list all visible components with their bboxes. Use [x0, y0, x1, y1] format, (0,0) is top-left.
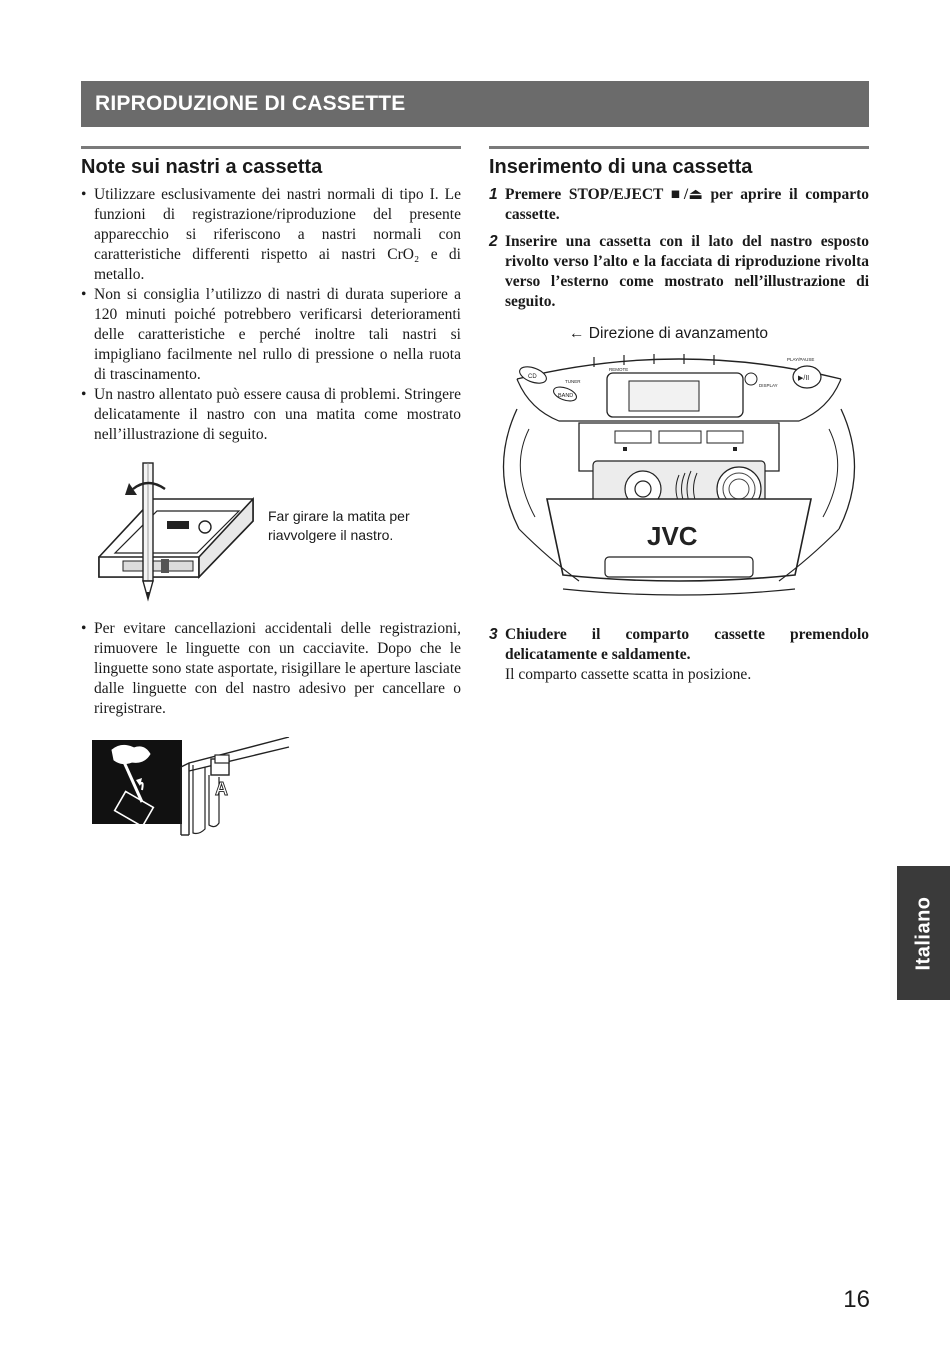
list-item: • Un nastro allentato può essere causa di problemi. Stringere delicatamente il nastro con una matita come mostrato nell’illustrazione di seguito.	[81, 385, 461, 445]
tab-letter: A	[215, 779, 228, 799]
left-column	[81, 146, 461, 837]
list-item: • Per evitare cancellazioni accidentali delle registrazioni, rimuovere le linguette con un cacciavite. Dopo che le linguette sono state asportate, risigillare le aperture lasciate dalle linguette con del nastro adesivo per cancellare o riregistrare.	[81, 619, 461, 719]
pencil-illustration-block	[81, 459, 461, 619]
step-text: Inserire una cassetta con il lato del nastro esposto rivolto verso l’alto e la facciata di riproduzione rivolta verso l’esterno come mostrato nell’illustrazione di seguito.	[505, 233, 869, 310]
language-side-tab	[897, 866, 950, 1000]
insert-steps-list-continued	[489, 625, 869, 685]
pencil-caption: Far girare la matita per riavvolgere il nastro.	[268, 508, 410, 543]
step-note: Il comparto cassette scatta in posizione.	[505, 666, 752, 683]
cassette-tab-closeup	[179, 737, 299, 837]
erase-protection-list	[81, 619, 461, 719]
direction-label: ← Direzione di avanzamento	[569, 325, 769, 342]
list-item: • Non si consiglia l’utilizzo di nastri di durata superiore a 120 minuti poiché potrebbero verificarsi deterioramenti delle caratteristiche e perché inoltre tali nastri si impigliano facilmente nel rullo di pressione o nella ruota di trascinamento.	[81, 285, 461, 385]
jvc-logo: JVC	[647, 521, 698, 551]
insert-steps-list	[489, 185, 869, 312]
step-number: 2	[489, 233, 498, 250]
tab-illustration-block	[81, 737, 461, 837]
play-pause-label: PLAY/PAUSE	[787, 357, 815, 362]
pencil-cassette-illustration	[93, 459, 273, 609]
list-item	[489, 232, 869, 312]
list-item	[489, 185, 869, 225]
right-column	[489, 146, 869, 692]
boombox-illustration	[489, 349, 869, 605]
screwdriver-tab-illustration	[92, 740, 182, 824]
list-item	[489, 625, 869, 685]
display-label: DISPLAY	[759, 383, 778, 388]
cd-button-label: CD	[528, 374, 537, 380]
step-text: Chiudere il comparto cassette premendolo delicatamente e saldamente.	[505, 626, 869, 663]
left-section-rule	[81, 146, 461, 149]
list-item: • Utilizzare esclusivamente dei nastri normali di tipo I. Le funzioni di registrazione/riproduzione del presente apparecchio si riferiscono a nastri normali con caratteristiche differenti rispetto ai nastri CrO₂ e di metallo.	[81, 185, 461, 285]
band-button-label: BAND	[558, 393, 574, 399]
right-section-title: Inserimento di una cassetta	[489, 156, 753, 178]
remote-label: REMOTE	[609, 367, 629, 372]
left-section-title: Note sui nastri a cassetta	[81, 156, 323, 178]
tape-notes-list	[81, 185, 461, 445]
page-number: 16	[843, 1286, 870, 1313]
section-banner	[81, 81, 869, 127]
play-pause-symbol: ▶/II	[798, 375, 810, 382]
device-illustration-block	[489, 319, 869, 607]
step-number: 1	[489, 186, 498, 203]
tuner-label: TUNER	[565, 379, 581, 384]
step-number: 3	[489, 626, 498, 643]
step-text: Premere STOP/EJECT ■/⏏ per aprire il comparto cassette.	[505, 186, 869, 223]
right-section-rule	[489, 146, 869, 149]
section-banner-title: RIPRODUZIONE DI CASSETTE	[95, 92, 406, 115]
language-label: Italiano	[912, 895, 935, 971]
